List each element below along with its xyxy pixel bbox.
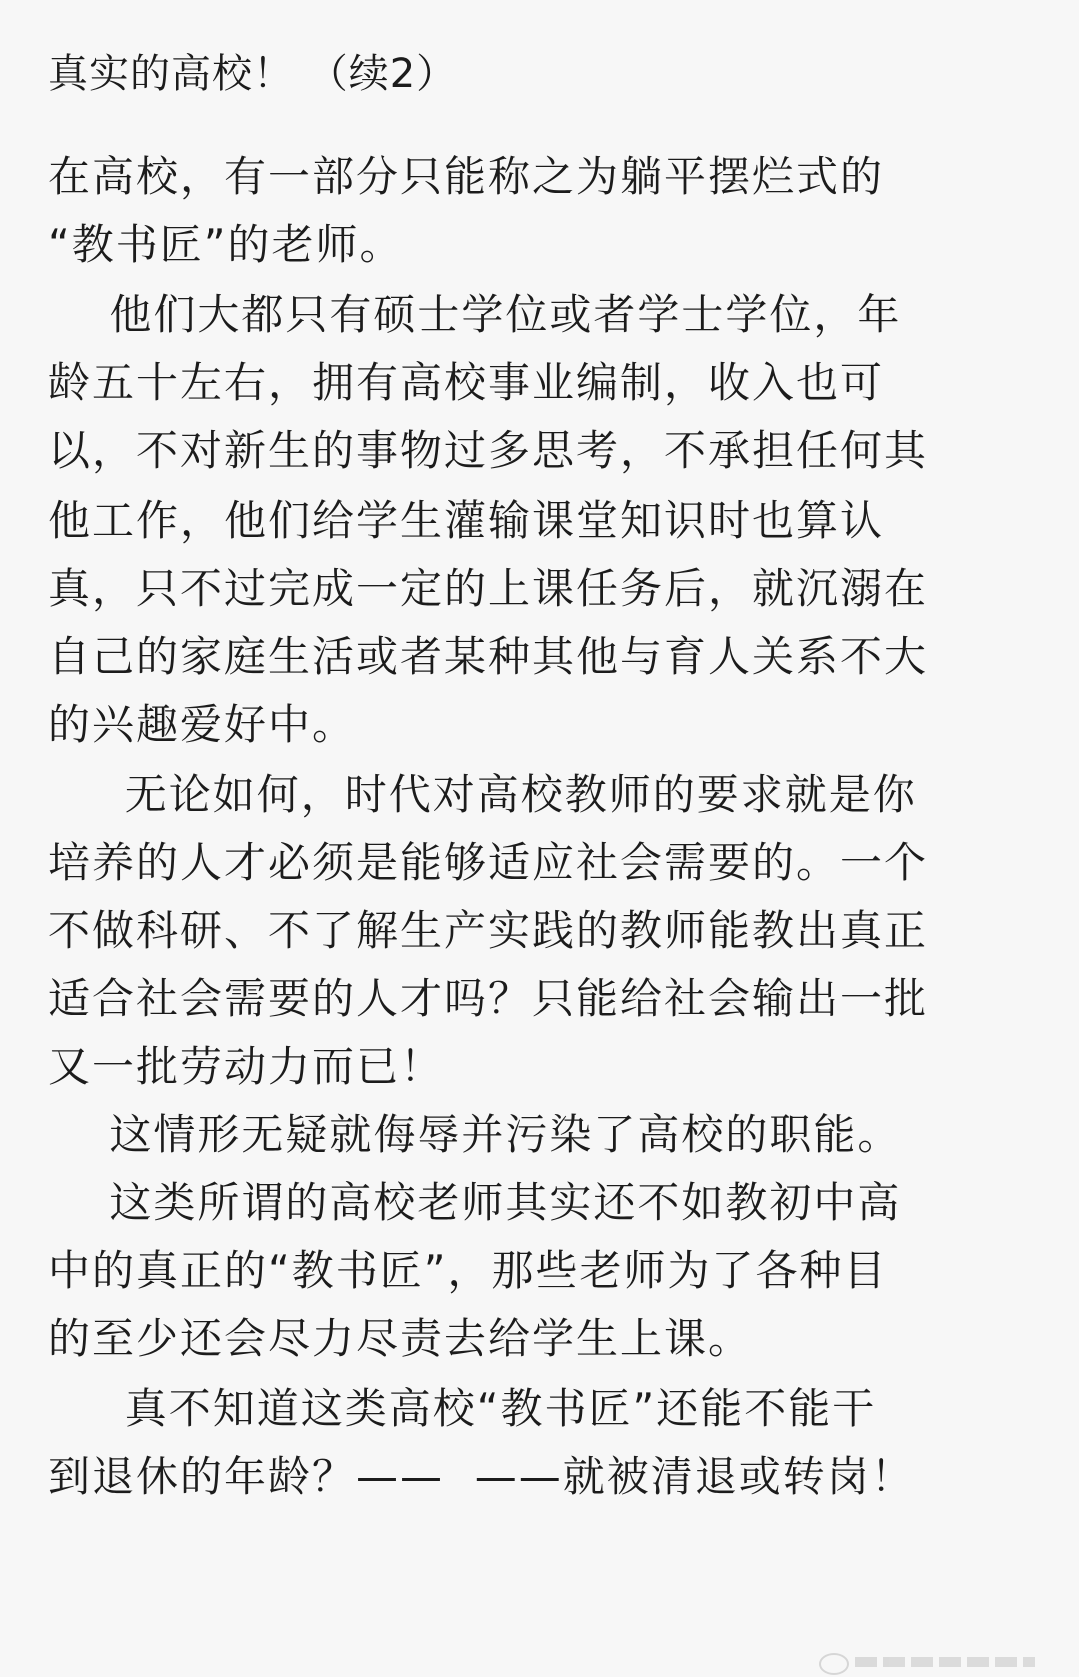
weibo-logo-icon — [819, 1653, 849, 1675]
text-line: “教书匠”的老师。 — [48, 220, 404, 269]
text-line: 真不知道这类高校“教书匠”还能不能干 — [48, 1384, 877, 1433]
text-line: 培养的人才必须是能够适应社会需要的。一个 — [48, 838, 929, 887]
text-line: 这类所谓的高校老师其实还不如教初中高 — [48, 1178, 902, 1227]
text-line: 真，只不过完成一定的上课任务后，就沉溺在 — [48, 564, 929, 613]
text-line: 中的真正的“教书匠”，那些老师为了各种目 — [48, 1246, 888, 1295]
text-line: 自己的家庭生活或者某种其他与育人关系不大 — [48, 632, 929, 681]
text-line: 适合社会需要的人才吗？只能给社会输出一批 — [48, 974, 929, 1023]
text-line: 他们大都只有硕士学位或者学士学位，年 — [48, 290, 902, 339]
watermark — [819, 1651, 1039, 1673]
text-line: 以，不对新生的事物过多思考，不承担任何其 — [48, 426, 929, 475]
text-line: 他工作，他们给学生灌输课堂知识时也算认 — [48, 496, 885, 545]
text-line: 又一批劳动力而已！ — [48, 1042, 445, 1091]
text-line: 这情形无疑就侮辱并污染了高校的职能。 — [48, 1110, 902, 1159]
text-line: 不做科研、不了解生产实践的教师能教出真正 — [48, 906, 929, 955]
text-line: 的至少还会尽力尽责去给学生上课。 — [48, 1314, 753, 1363]
text-line: 在高校，有一部分只能称之为躺平摆烂式的 — [48, 152, 885, 201]
text-line: 龄五十左右，拥有高校事业编制，收入也可 — [48, 358, 885, 407]
text-line: 的兴趣爱好中。 — [48, 700, 357, 749]
watermark-text-blur — [855, 1657, 1035, 1667]
text-line: 到退休的年龄？—— ——就被清退或转岗！ — [48, 1452, 915, 1501]
text-line: 无论如何，时代对高校教师的要求就是你 — [48, 770, 917, 819]
document-title: 真实的高校！ （续2） — [48, 51, 458, 97]
